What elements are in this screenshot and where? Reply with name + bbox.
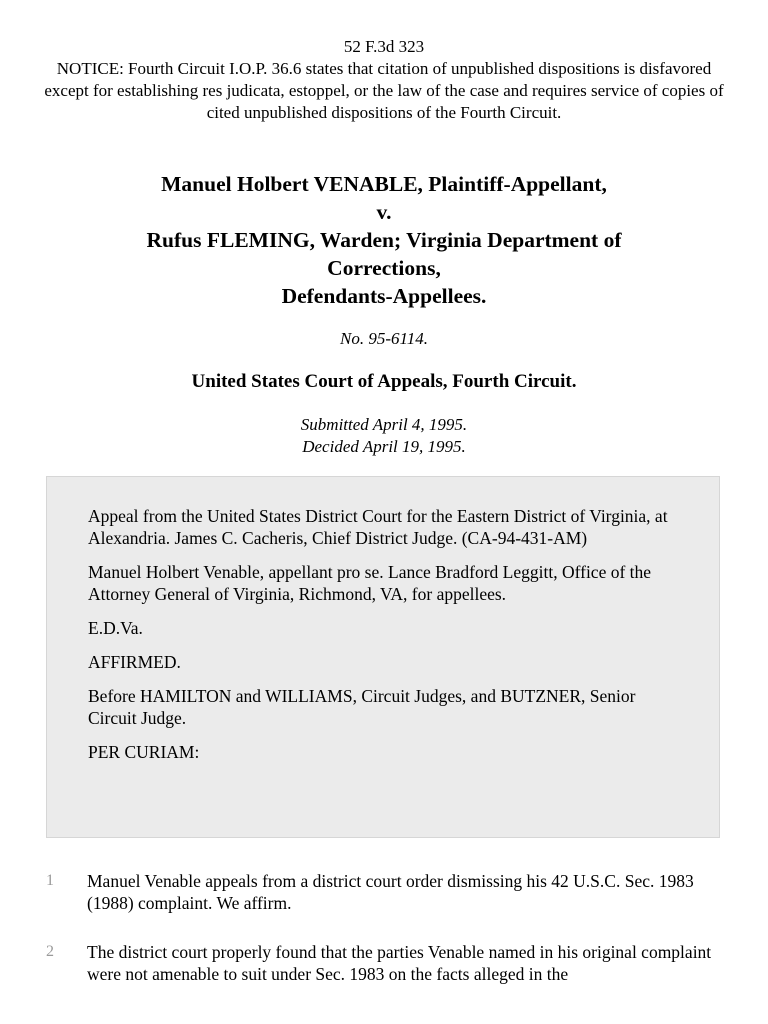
- per-curiam: PER CURIAM:: [88, 742, 200, 762]
- submitted-date: Submitted April 4, 1995.: [300, 415, 468, 434]
- defendants-line-1: Rufus FLEMING, Warden; Virginia Department of: [146, 228, 622, 252]
- versus: v.: [376, 200, 392, 224]
- notice: NOTICE: Fourth Circuit I.O.P. 36.6 states that citation of unpublished dispositions is disfavored except for establishing res judicata, estoppel, or the law of the case and requires service of copies of cited unpublished dispositions of the Fourth Circuit.: [44, 59, 724, 122]
- panel: Before HAMILTON and WILLIAMS, Circuit Judges, and BUTZNER, Senior Circuit Judge.: [88, 686, 636, 728]
- paragraph-text: Manuel Venable appeals from a district court order dismissing his 42 U.S.C. Sec. 1983 (1988) complaint. We affirm.: [87, 871, 694, 913]
- paragraph-text: The district court properly found that the parties Venable named in his original complaint were not amenable to suit under Sec. 1983 on the facts alleged in the: [87, 942, 712, 984]
- defendants-role: Defendants-Appellees.: [281, 284, 487, 308]
- appeal-from: Appeal from the United States District Court for the Eastern District of Virginia, at Alexandria. James C. Cacheris, Chief District Judge. (CA-94-431-AM): [88, 506, 668, 548]
- paragraph-number: 1: [46, 872, 54, 889]
- defendants-line-2: Corrections,: [327, 256, 441, 280]
- citation: 52 F.3d 323: [343, 37, 425, 56]
- decided-date: Decided April 19, 1995.: [302, 437, 466, 456]
- case-dates: [0, 414, 768, 458]
- case-caption: [60, 170, 708, 310]
- case-summary-box: [46, 476, 720, 838]
- paragraph-number: 2: [46, 943, 54, 960]
- header: [40, 36, 728, 124]
- counsel: Manuel Holbert Venable, appellant pro se. Lance Bradford Leggitt, Office of the Attorney General of Virginia, Richmond, VA, for appellees.: [88, 562, 652, 604]
- district: E.D.Va.: [88, 618, 143, 638]
- docket-number: No. 95-6114.: [340, 329, 428, 348]
- court-name: United States Court of Appeals, Fourth Circuit.: [191, 371, 577, 392]
- disposition: AFFIRMED.: [88, 652, 181, 672]
- plaintiff: Manuel Holbert VENABLE, Plaintiff-Appellant,: [161, 172, 607, 196]
